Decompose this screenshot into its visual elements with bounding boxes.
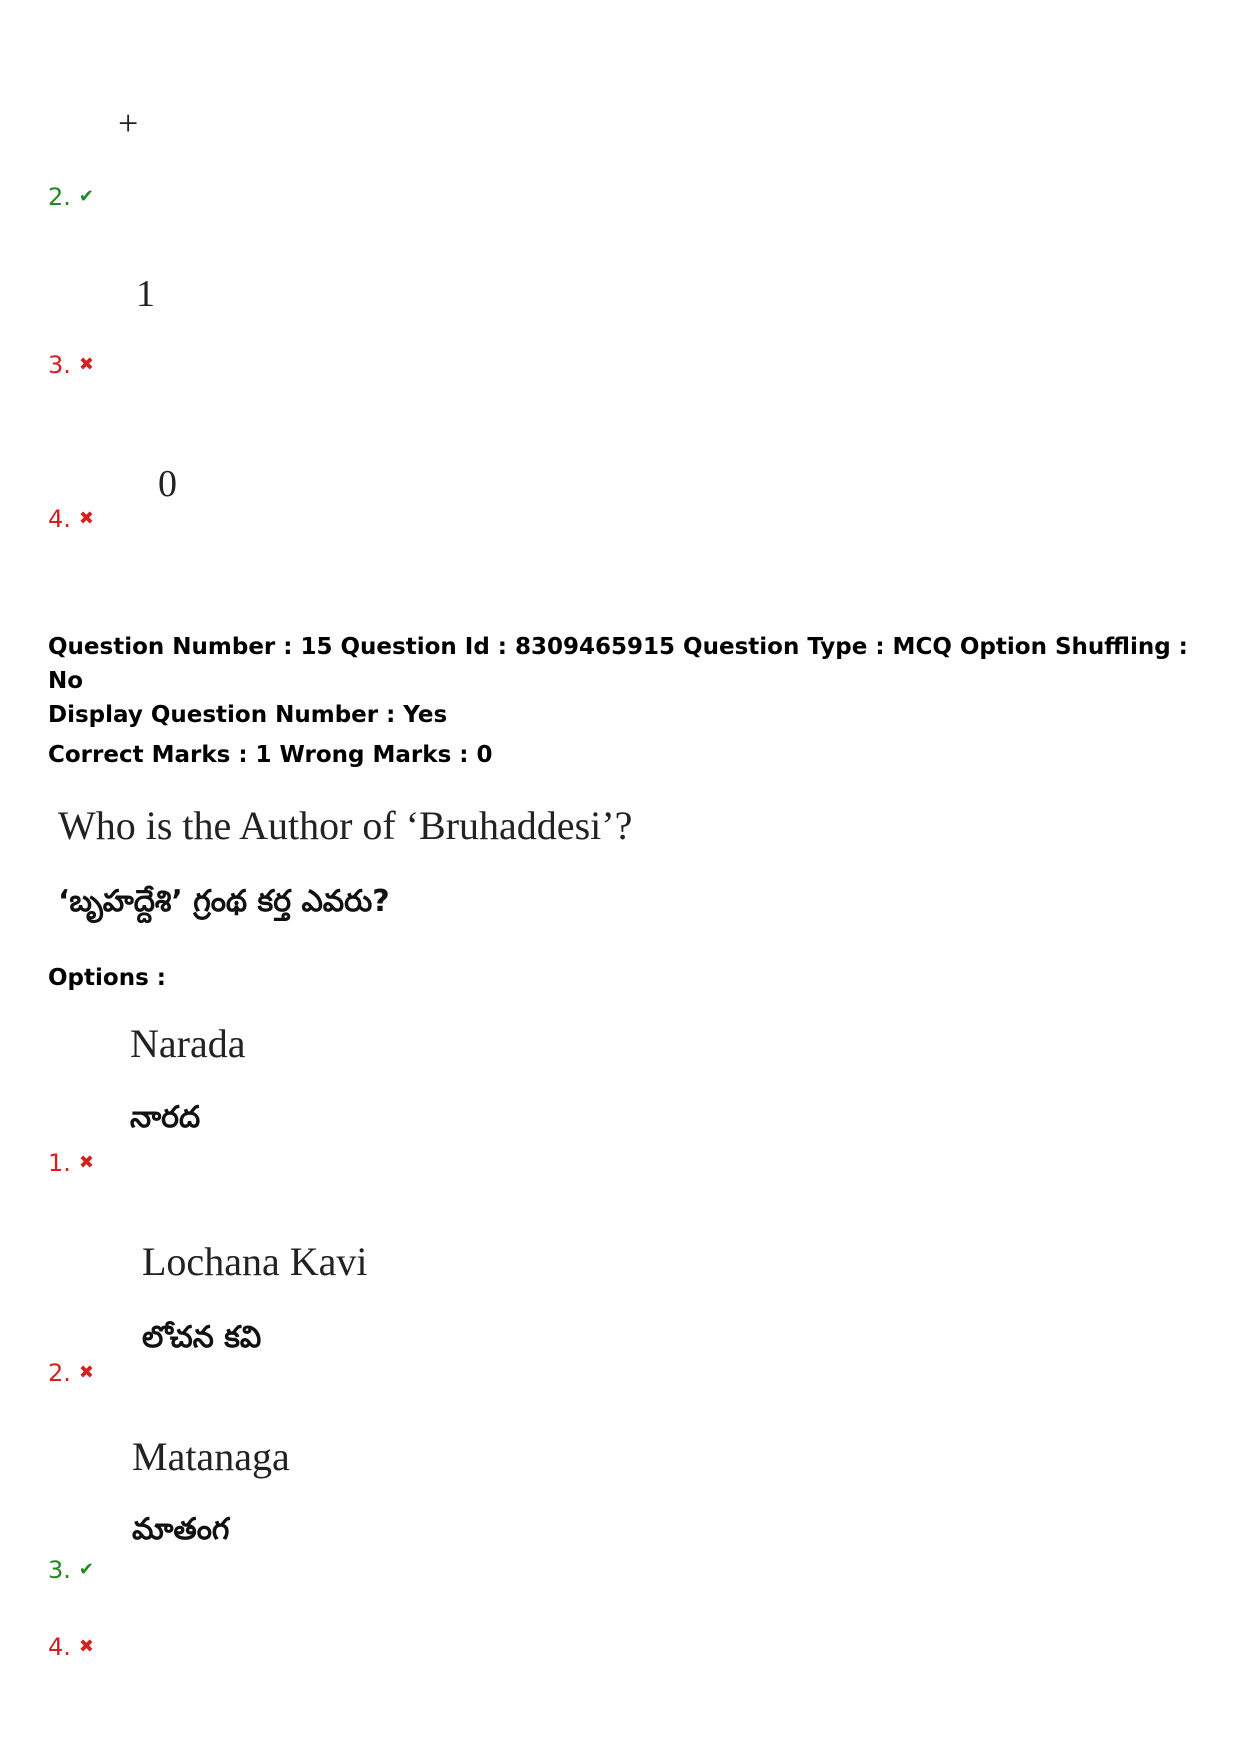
prev-option2-content: + bbox=[118, 103, 139, 143]
option-number: 4. bbox=[48, 1633, 71, 1661]
prev-option3-content: 1 bbox=[136, 273, 155, 315]
option3-text-en: Matanaga bbox=[132, 1434, 290, 1479]
option3-text-te: మాతంగ bbox=[132, 1512, 230, 1547]
option2-text-te: లోచన కవి bbox=[142, 1320, 262, 1355]
option-3 bbox=[48, 1556, 94, 1584]
option-1 bbox=[48, 1149, 94, 1177]
options-label: Options : bbox=[48, 965, 166, 991]
option-number: 4. bbox=[48, 505, 71, 533]
cross-icon: ✖ bbox=[78, 1152, 94, 1173]
option-2 bbox=[48, 1359, 94, 1387]
option-4 bbox=[48, 1633, 94, 1661]
option-number: 1. bbox=[48, 1149, 71, 1177]
option2-text-en: Lochana Kavi bbox=[142, 1239, 368, 1284]
cross-icon: ✖ bbox=[78, 1362, 94, 1383]
question-meta bbox=[48, 630, 1218, 772]
prev-option-2 bbox=[48, 183, 94, 211]
option-number: 3. bbox=[48, 1556, 71, 1584]
question-text-en: Who is the Author of ‘Bruhaddesi’? bbox=[58, 803, 633, 848]
cross-icon: ✖ bbox=[78, 354, 94, 375]
cross-icon: ✖ bbox=[78, 508, 94, 529]
prev-option-4 bbox=[48, 505, 94, 533]
question-meta-line2: Display Question Number : Yes bbox=[48, 702, 448, 728]
check-icon: ✔ bbox=[78, 1559, 94, 1580]
check-icon: ✔ bbox=[78, 186, 94, 207]
prev-option-3 bbox=[48, 351, 94, 379]
question-meta-line1: Question Number : 15 Question Id : 8309465915 Question Type : MCQ Option Shuffling : No bbox=[48, 634, 1188, 694]
question-text-te: ‘బృహద్దేశి’ గ్రంథ కర్త ఎవరు? bbox=[58, 884, 390, 919]
option1-text-te: నారద bbox=[130, 1100, 201, 1135]
option1-text-en: Narada bbox=[130, 1021, 246, 1066]
option-number: 2. bbox=[48, 183, 71, 211]
option-number: 2. bbox=[48, 1359, 71, 1387]
prev-option4-content: 0 bbox=[158, 463, 177, 505]
cross-icon: ✖ bbox=[78, 1636, 94, 1657]
option-number: 3. bbox=[48, 351, 71, 379]
question-marks-line: Correct Marks : 1 Wrong Marks : 0 bbox=[48, 742, 493, 768]
